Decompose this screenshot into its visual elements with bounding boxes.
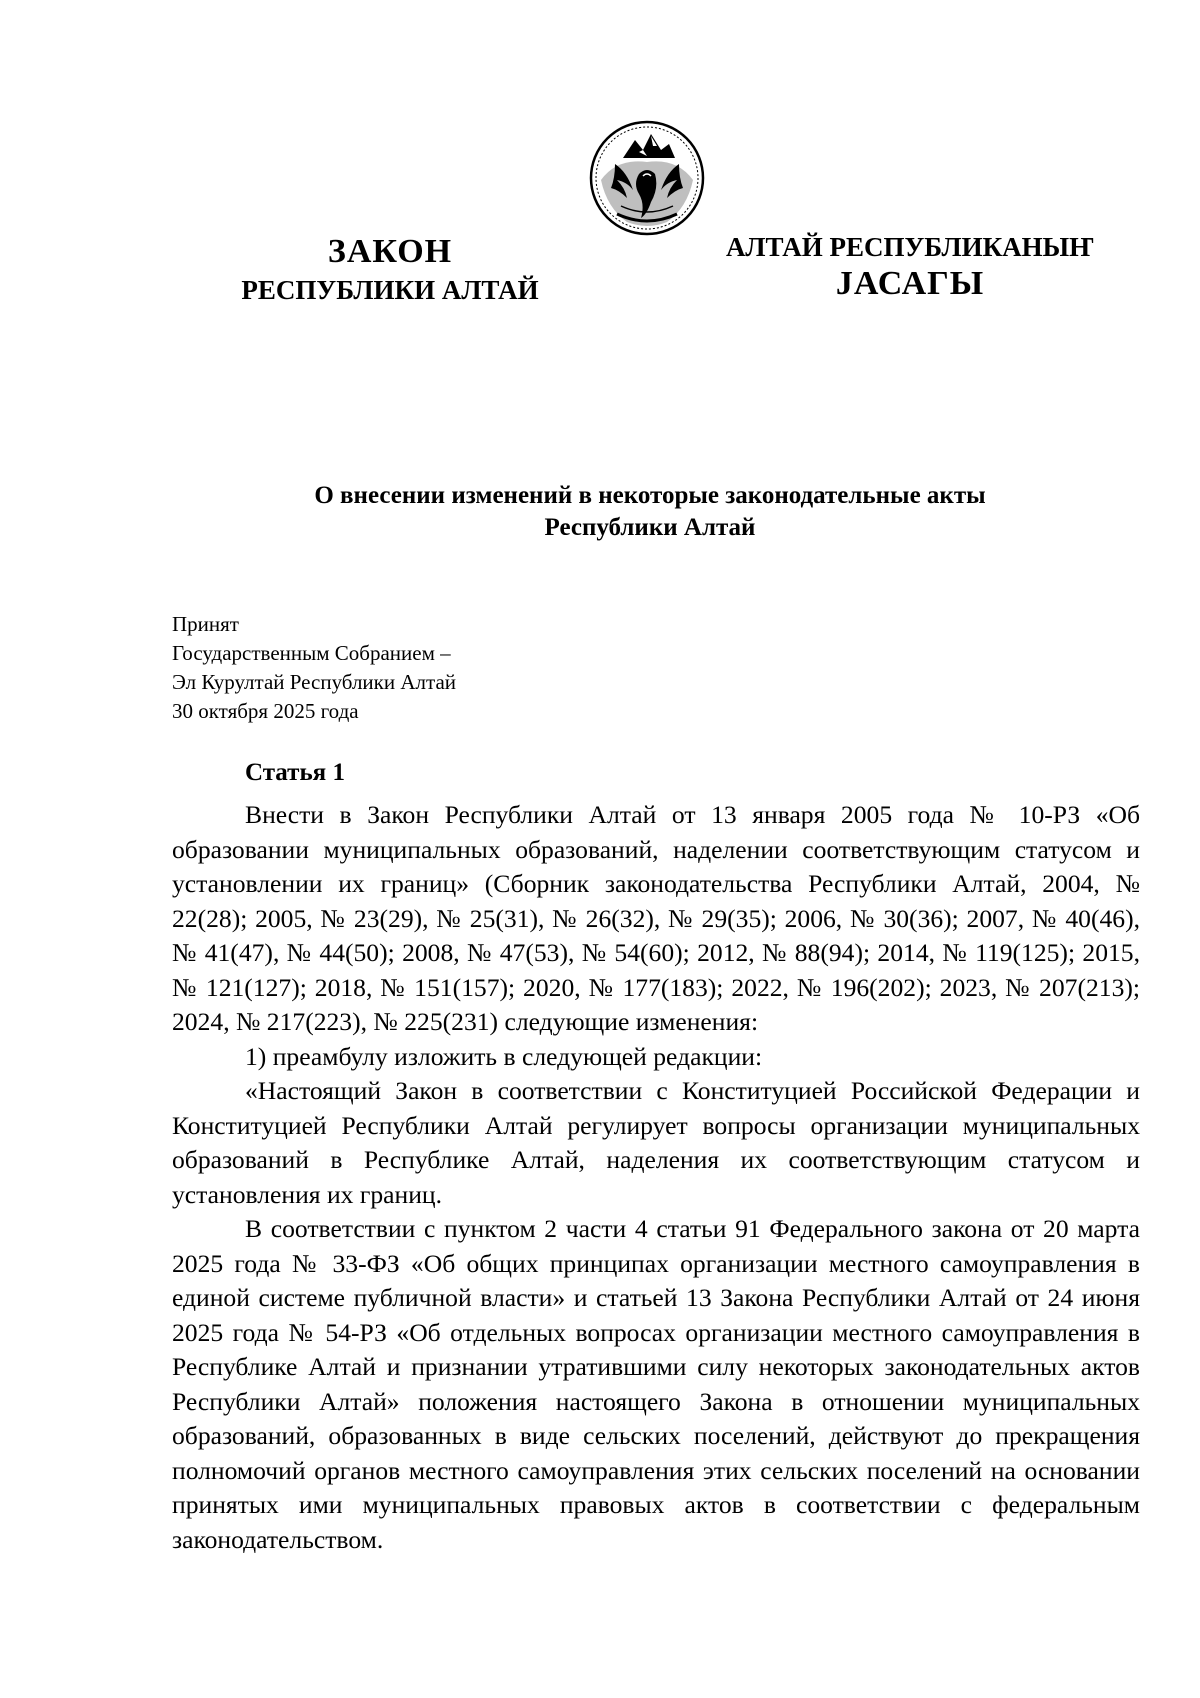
document-title	[170, 480, 1130, 544]
adopted-line-1: Принят	[172, 612, 239, 636]
coat-of-arms-altai-icon	[587, 118, 707, 238]
header-right-block	[700, 232, 1120, 306]
article-paragraph: «Настоящий Закон в соответствии с Конституцией Российской Федерации и Конституцией Республики Алтай регулирует вопросы организации муниципальных образований в Республике Алтай, наделения их соответствующим статусом и установления их границ.	[172, 1076, 1140, 1209]
article-heading: Статья 1	[245, 759, 345, 786]
law-heading-ru: ЗАКОН	[327, 233, 453, 270]
adopted-date: 30 октября 2025 года	[172, 699, 359, 723]
article-paragraph: 1) преамбулу изложить в следующей редакции:	[245, 1041, 763, 1071]
title-line-1: О внесении изменений в некоторые законодательные акты	[314, 482, 986, 509]
coat-of-arms-altai-icon	[587, 118, 707, 238]
article-body	[172, 798, 1140, 1557]
law-heading-alt: JАСАГЫ	[835, 265, 985, 302]
republic-name-ru: РЕСПУБЛИКИ АЛТАЙ	[241, 275, 539, 305]
adoption-block	[172, 610, 672, 726]
adopted-line-2: Государственным Собранием –	[172, 641, 451, 665]
title-line-2: Республики Алтай	[544, 514, 756, 541]
header-left-block	[200, 232, 580, 308]
article-paragraph: В соответствии с пунктом 2 части 4 статьи 91 Федерального закона от 20 марта 2025 года № 33-ФЗ «Об общих принципах организации местного самоуправления в единой системе публичной власти» и статьей 13 Закона Республики Алтай от 24 июня 2025 года № 54-РЗ «Об отдельных вопросах организации местного самоуправления в Республике Алтай и признании утратившими силу некоторых законодательных актов Республики Алтай» положения настоящего Закона в отношении муниципальных образований, образованных в виде сельских поселений, действуют до прекращения полномочий органов местного самоуправления этих сельских поселений на основании принятых ими муниципальных правовых актов в соответствии с федеральным законодательством.	[172, 1214, 1140, 1554]
article-paragraph: Внести в Закон Республики Алтай от 13 января 2005 года № 10-РЗ «Об образовании муниципальных образований, наделении соответствующим статусом и установлении их границ» (Сборник законодательства Республики Алтай, 2004, № 22(28); 2005, № 23(29), № 25(31), № 26(32), № 29(35); 2006, № 30(36); 2007, № 40(46), № 41(47), № 44(50); 2008, № 47(53), № 54(60); 2012, № 88(94); 2014, № 119(125); 2015, № 121(127); 2018, № 151(157); 2020, № 177(183); 2022, № 196(202); 2023, № 207(213); 2024, № 217(223), № 225(231) следующие изменения:	[172, 800, 1140, 1036]
republic-name-alt: АЛТАЙ РЕСПУБЛИКАНЫҤ	[725, 232, 1095, 262]
adopted-line-3: Эл Курултай Республики Алтай	[172, 670, 457, 694]
